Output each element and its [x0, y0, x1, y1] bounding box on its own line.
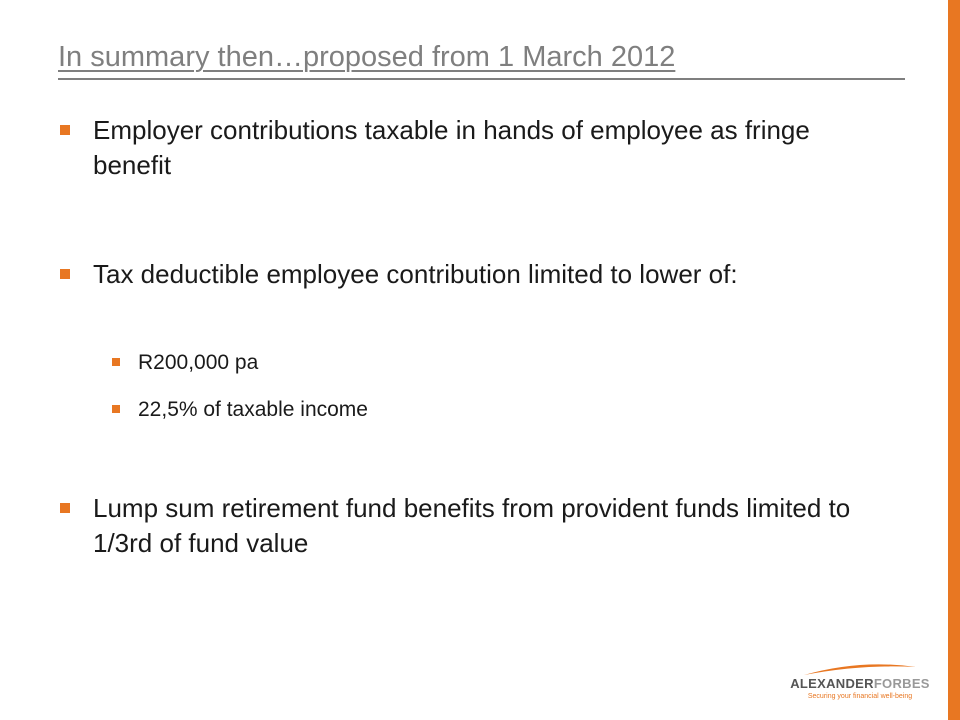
sub-bullet-item	[112, 350, 812, 376]
square-bullet-icon	[60, 269, 70, 279]
square-bullet-icon	[60, 125, 70, 135]
logo-wordmark-first: ALEXANDER	[790, 676, 874, 691]
bullet-item	[60, 491, 880, 561]
logo-wordmark	[780, 676, 940, 691]
slide-title	[58, 38, 905, 80]
logo-tagline: Securing your financial well-being	[807, 693, 913, 700]
bullet-text: Lump sum retirement fund benefits from provident funds limited to 1/3rd of fund value	[93, 493, 851, 558]
bullet-text: Employer contributions taxable in hands of employee as fringe benefit	[93, 115, 810, 180]
sub-bullet-text: R200,000 pa	[138, 351, 259, 374]
bullet-text: Tax deductible employee contribution limited to lower of:	[93, 259, 738, 289]
logo-swoosh-icon	[802, 662, 918, 676]
slide-title-text: In summary then…proposed from 1 March 2012	[58, 41, 676, 73]
sub-bullet-text: 22,5% of taxable income	[138, 398, 368, 421]
sub-bullet-item	[112, 397, 812, 423]
alexander-forbes-logo	[780, 662, 940, 706]
square-bullet-icon	[112, 405, 120, 413]
logo-wordmark-second: FORBES	[873, 676, 930, 691]
square-bullet-icon	[112, 358, 120, 366]
orange-accent-bar	[948, 0, 960, 720]
bullet-item	[60, 257, 880, 292]
square-bullet-icon	[60, 503, 70, 513]
bullet-item	[60, 113, 880, 183]
